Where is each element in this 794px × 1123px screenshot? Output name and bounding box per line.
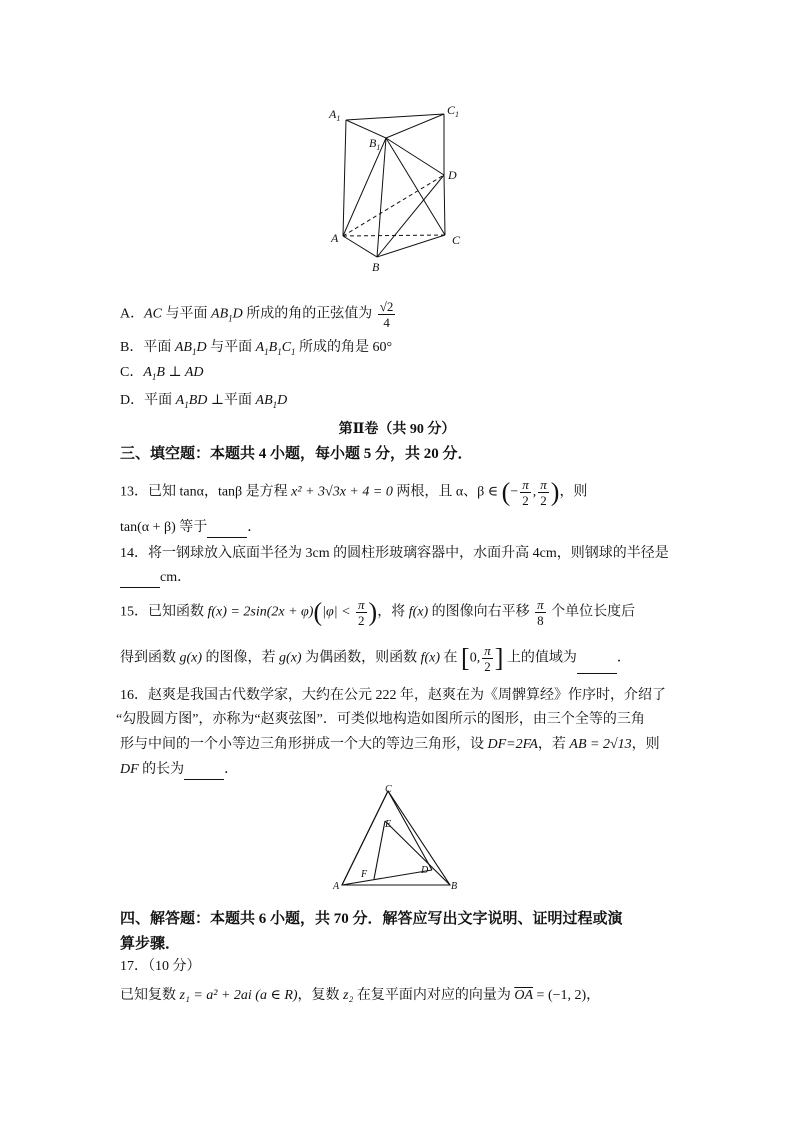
section3-title: 三、填空题：本题共 4 小题，每小题 5 分，共 20 分．: [120, 446, 473, 462]
q13-line1: 13．已知 tanα，tanβ 是方程 x² + 3√3x + 4 = 0 两根，且 α、β ∈ (− $\frac{\pi}{2}$ , $\frac{\pi}{2}$ )，则: [120, 477, 588, 508]
option-d: D．平面 $A_1BD$ ⊥平面 $AB_1D$: [120, 393, 288, 410]
label-a: A: [333, 881, 340, 892]
q14-line2: cm．: [120, 568, 191, 588]
answer-blank[interactable]: [184, 765, 224, 780]
label-f: F: [361, 869, 368, 880]
answer-blank[interactable]: [577, 659, 617, 674]
label-c1: $C_1$: [447, 103, 460, 119]
q16-line4: DF 的长为 ．: [120, 760, 238, 780]
q16-line3: 形与中间的一个小等边三角形拼成一个大的等边三角形，设 DF=2FA，若 AB = 2√13，则: [120, 737, 660, 752]
option-c: C．$A_1B$ ⊥ AD: [120, 365, 204, 382]
part2-title: 第Ⅱ卷（共 90 分）: [338, 422, 456, 437]
q17-line1: 已知复数 z₁ = a² + 2ai (a ∈ R)，复数 z₂ 在复平面内对应的向量为 $\overline{OA} = (-1$, 2)，: [120, 988, 601, 1003]
q14-line1: 14．将一钢球放入底面半径为 3cm 的圆柱形玻璃容器中，水面升高 4cm，则钢球的半径是: [120, 546, 669, 561]
q15-line1: 15．已知函数 f(x) = 2sin(2x + φ)(|φ| < $\frac{\pi}{2}$ )，将 f(x) 的图像向右平移 $\frac{\pi}{8}$ 个单位长度后: [120, 597, 636, 628]
section4-title-line2: 算步骤．: [120, 936, 181, 952]
label-c: C: [452, 233, 461, 247]
fraction-sqrt2-over-4: $\frac{√2}{4}$: [379, 299, 394, 330]
label-e: E: [385, 819, 392, 830]
label-b: B: [372, 260, 380, 274]
q15-line2: 得到函数 g(x) 的图像，若 g(x) 为偶函数，则函数 f(x) 在 [0, $\frac{\pi}{2}$ ] 上的值域为 ．: [120, 643, 631, 674]
q16-line1: 16．赵爽是我国古代数学家，大约在公元 222 年，赵爽在为《周髀算经》作序时，介绍了: [120, 688, 666, 703]
label-a: A: [331, 231, 339, 245]
option-a: A．AC 与平面 $AB_1D$ 所成的角的正弦值为 $\frac{√2}{4}$: [120, 299, 394, 330]
answer-blank[interactable]: [120, 573, 160, 588]
prism-figure: [320, 100, 480, 275]
section4-title-line1: 四、解答题：本题共 6 小题，共 70 分．解答应写出文字说明、证明过程或演: [120, 911, 623, 927]
answer-blank[interactable]: [207, 523, 247, 538]
label-b: B: [451, 881, 458, 892]
label-a1: $A_1$: [329, 107, 341, 123]
label-d: D: [448, 168, 457, 182]
option-b: B．平面 $AB_1D$ 与平面 $A_1B_1C_1$ 所成的角是 60°: [120, 340, 393, 357]
label-d: D: [421, 865, 429, 876]
vector-oa: $\overline{OA}$: [514, 988, 534, 1003]
q13-line2: tan(α + β) 等于 ．: [120, 518, 261, 538]
q17-head: 17．（10 分）: [120, 959, 201, 974]
zhao-shuang-figure: [330, 783, 465, 895]
q16-line2: “勾股圆方图”，亦称为“赵爽弦图”．可类似地构造如图所示的图形，由三个全等的三角: [116, 712, 645, 727]
label-c: C: [385, 784, 392, 795]
label-b1: $B_1$: [369, 136, 381, 152]
